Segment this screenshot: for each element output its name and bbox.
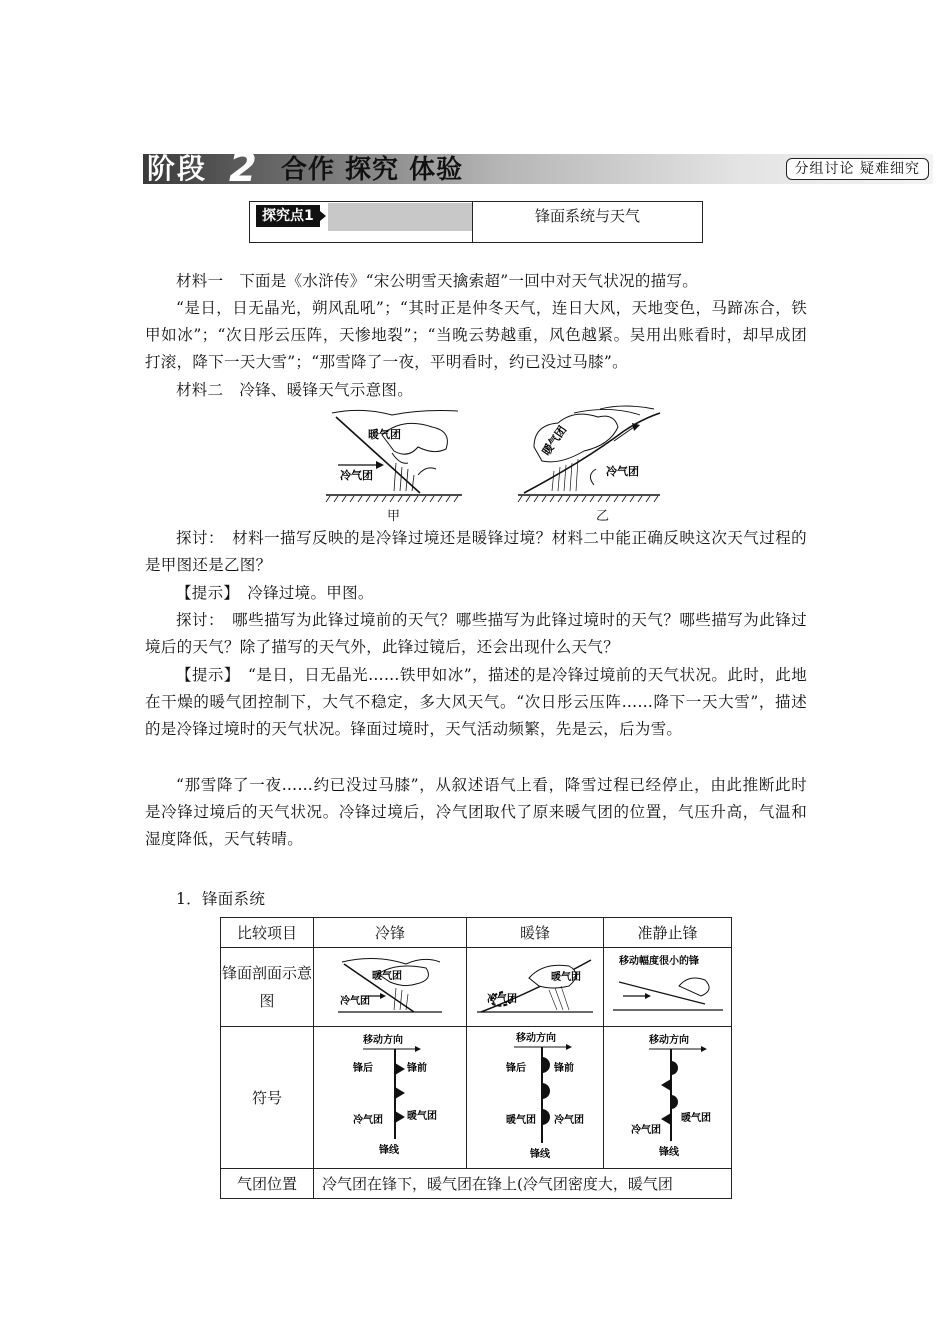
row-label: 锋面剖面示意图 <box>221 948 314 1027</box>
front-label: 锋前 <box>407 1062 427 1074</box>
stage-badge: 分组讨论 疑难细究 <box>786 158 929 180</box>
figure-b-caption: 乙 <box>596 509 610 524</box>
answer-1 <box>145 580 807 607</box>
table-header: 准静止锋 <box>604 918 732 948</box>
stationary-title: 移动幅度很小的锋 <box>618 956 699 967</box>
cold-profile-figure <box>334 952 446 1018</box>
material1-text: “是日，日无晶光，朔风乱吼”；“其时正是仲冬天气，连日大风，天地变色，马蹄冻合，铁甲如冰”；“次日彤云压阵，天惨地裂”；“当晚云势越重，风色越紧。吴用出账看时，却早成团打滚，降下一天大雪”；“那雪降了一夜，平明看时，约已没过马膝”。 <box>145 299 807 372</box>
cold-front-figure <box>322 405 468 515</box>
move-label: 移动方向 <box>516 1032 556 1044</box>
stationary-profile-cell <box>604 948 732 1027</box>
warm-mass-label: 暖气团 <box>506 1114 536 1126</box>
stationary-symbol-cell <box>604 1027 732 1169</box>
warm-front-figure <box>514 405 664 515</box>
cold-label: 冷气团 <box>487 994 517 1005</box>
behind-label: 锋后 <box>506 1062 526 1074</box>
warm-mass-label: 暖气团 <box>539 423 570 458</box>
table-header-row <box>221 918 732 948</box>
material1-intro: 材料一 下面是《水浒传》“宋公明雪天擒索超”一回中对天气状况的描写。 <box>176 272 699 290</box>
front-line-label: 锋线 <box>530 1148 550 1160</box>
stage-number: 2 <box>229 145 257 191</box>
cold-mass-label: 冷气团 <box>554 1114 584 1126</box>
cold-mass-label: 冷气团 <box>353 1114 383 1126</box>
position-text: 冷气团在锋下，暖气团在锋上(冷气团密度大，暖气团 <box>314 1169 732 1199</box>
cold-mass-label: 冷气团 <box>606 465 639 478</box>
move-label: 移动方向 <box>363 1034 403 1046</box>
cloud-top <box>332 410 458 415</box>
hint-tag: 【提示】 <box>176 584 232 602</box>
figure-a-caption: 甲 <box>387 509 401 524</box>
stationary-front-symbol <box>613 1031 723 1161</box>
ground-hatch <box>326 496 458 502</box>
table-row <box>221 1169 732 1199</box>
explore-grey-bar <box>328 203 472 231</box>
material2-intro: 材料二 冷锋、暖锋天气示意图。 <box>176 381 414 399</box>
table-row <box>221 1027 732 1169</box>
section-heading: 1．锋面系统 <box>176 890 266 908</box>
stage-title: 合作 探究 体验 <box>281 155 464 185</box>
warm-mass-label: 暖气团 <box>407 1110 437 1122</box>
row-label: 气团位置 <box>221 1169 314 1199</box>
row-label: 符号 <box>221 1027 314 1169</box>
cirrus <box>574 406 654 415</box>
table-header: 暖锋 <box>467 918 604 948</box>
cloud-swirls <box>392 453 436 475</box>
front-label: 锋前 <box>554 1062 574 1074</box>
answer-2 <box>145 662 807 744</box>
front-system-table <box>220 917 732 1199</box>
front-line-label: 锋线 <box>658 1146 679 1158</box>
stage-word: 阶段 <box>147 152 208 185</box>
explore-point-box <box>249 201 703 243</box>
table-header: 比较项目 <box>221 918 314 948</box>
stage-banner <box>143 145 933 191</box>
explore-topic: 锋面系统与天气 <box>534 207 640 225</box>
question-2: 探讨： 哪些描写为此锋过境前的天气？哪些描写为此锋过境时的天气？哪些描写为此锋过境后的天气？除了描写的天气外，此锋过镜后，还会出现什么天气？ <box>145 611 807 657</box>
cold-mass-label: 冷气团 <box>630 1124 661 1136</box>
warm-label: 暖气团 <box>551 972 581 983</box>
warm-front-symbol <box>480 1031 590 1161</box>
behind-label: 锋后 <box>353 1062 373 1074</box>
cold-front-symbol <box>335 1031 445 1161</box>
cold-profile-cell <box>314 948 467 1027</box>
warm-symbol-cell <box>467 1027 604 1169</box>
warm-profile-figure <box>473 952 597 1018</box>
rain-lines <box>394 463 414 491</box>
table-row <box>221 948 732 1027</box>
move-label: 移动方向 <box>648 1034 689 1046</box>
cold-arrow-head <box>376 461 384 469</box>
table-header: 冷锋 <box>314 918 467 948</box>
cold-symbol-cell <box>314 1027 467 1169</box>
warm-profile-cell <box>467 948 604 1027</box>
stationary-profile-figure <box>609 952 727 1018</box>
cold-mass-label: 冷气团 <box>340 469 373 482</box>
warm-mass-label: 暖气团 <box>368 428 401 441</box>
warm-mass-label: 暖气团 <box>680 1112 711 1124</box>
question-1: 探讨： 材料一描写反映的是冷锋过境还是暖锋过境？材料二中能正确反映这次天气过程的是甲图还是乙图？ <box>145 529 807 575</box>
cold-label: 冷气团 <box>340 996 370 1007</box>
hint-tag: 【提示】 <box>176 666 233 684</box>
answer-text: “是日，日无晶光……铁甲如冰”，描述的是冷锋过境前的天气状况。此时，此地在干燥的暖气团控制下，大气不稳定，多大风天气。“次日彤云压阵……降下一天大雪”，描述的是冷锋过境时的天气状况。锋面过境时，天气活动频繁，先是云，后为雪。 <box>145 666 807 739</box>
warm-label: 暖气团 <box>372 971 402 982</box>
front-line-label: 锋线 <box>379 1144 399 1156</box>
explore-tag: 探究点1 <box>256 205 320 227</box>
ground-hatch <box>518 496 658 502</box>
flow-arrow-head <box>632 423 640 431</box>
conclusion: “那雪降了一夜……约已没过马膝”，从叙述语气上看，降雪过程已经停止，由此推断此时是冷锋过境后的天气状况。冷锋过境后，冷气团取代了原来暖气团的位置，气压升高，气温和湿度降低，天气转晴。 <box>145 776 807 849</box>
answer-text: 冷锋过境。甲图。 <box>247 584 374 602</box>
cold-swirl <box>590 469 596 485</box>
